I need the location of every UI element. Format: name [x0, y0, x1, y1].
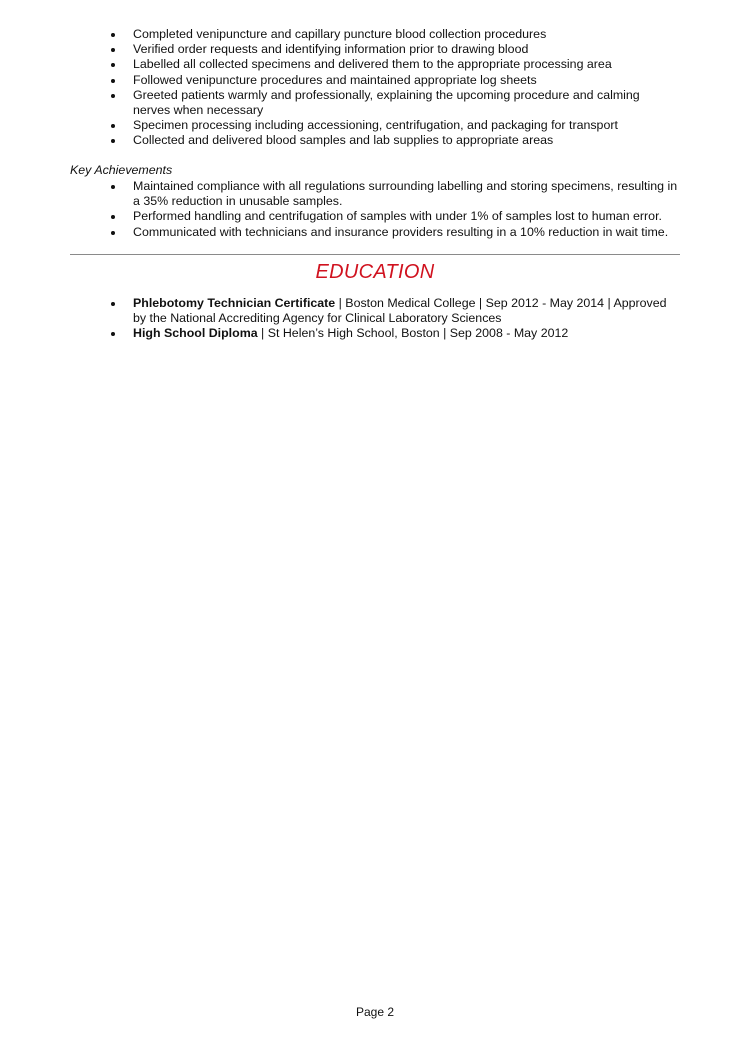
education-list: [0, 296, 750, 342]
duty-text: Completed venipuncture and capillary puncture blood collection procedures: [133, 27, 547, 41]
list-item: [0, 209, 750, 224]
bullet-icon: [111, 302, 115, 306]
duty-text: Collected and delivered blood samples and lab supplies to appropriate areas: [133, 133, 554, 148]
duty-text: Specimen processing including accessioning, centrifugation, and packaging for transport: [133, 118, 618, 133]
key-achievements-heading: Key Achievements: [70, 163, 173, 177]
list-item: [0, 57, 750, 72]
list-item: [0, 179, 750, 209]
duty-text: Labelled all collected specimens and delivered them to the appropriate processing area: [133, 57, 612, 72]
achievement-text: Performed handling and centrifugation of samples with under 1% of samples lost to human error.: [133, 209, 662, 224]
page-number: Page 2: [355, 1005, 395, 1019]
duty-text: Followed venipuncture procedures and maintained appropriate log sheets: [133, 72, 537, 87]
degree-name: Phlebotomy Technician Certificate: [133, 296, 336, 310]
list-item: [0, 88, 750, 118]
bullet-icon: [111, 215, 115, 219]
bullet-icon: [111, 185, 115, 189]
bullet-icon: [111, 63, 115, 67]
degree-details: | St Helen’s High School, Boston | Sep 2008 - May 2012: [257, 326, 569, 341]
list-item: [0, 133, 750, 148]
degree-details: | Boston Medical College | Sep 2012 - May 2014 | Approved by the National Accrediting Agency for Clinical Laboratory Sciences: [133, 296, 667, 326]
list-item: [0, 225, 750, 240]
duty-text: Verified order requests and identifying information prior to drawing blood: [133, 42, 529, 57]
bullet-icon: [111, 79, 115, 83]
bullet-icon: [111, 139, 115, 143]
achievement-text: Maintained compliance with all regulations surrounding labelling and storing specimens, resulting in a 35% reduction in unusable samples.: [133, 179, 678, 209]
bullet-icon: [111, 94, 115, 98]
degree-name: High School Diploma: [133, 326, 258, 341]
bullet-icon: [111, 231, 115, 235]
list-item: [0, 118, 750, 133]
bullet-icon: [111, 332, 115, 336]
job-duties-list: [0, 27, 750, 149]
list-item: [0, 27, 750, 42]
list-item: [0, 73, 750, 88]
bullet-icon: [111, 124, 115, 128]
duty-text: Greeted patients warmly and professionally, explaining the upcoming procedure and calming nerves when necessary: [133, 87, 640, 118]
key-achievements-list: [0, 179, 750, 240]
education-item: [0, 326, 750, 341]
education-item: [0, 296, 750, 326]
bullet-icon: [111, 33, 115, 37]
education-section-title: EDUCATION: [315, 261, 435, 283]
section-divider: [70, 254, 680, 255]
achievement-text: Communicated with technicians and insurance providers resulting in a 10% reduction in wait time.: [133, 224, 669, 239]
list-item: [0, 42, 750, 57]
bullet-icon: [111, 48, 115, 52]
